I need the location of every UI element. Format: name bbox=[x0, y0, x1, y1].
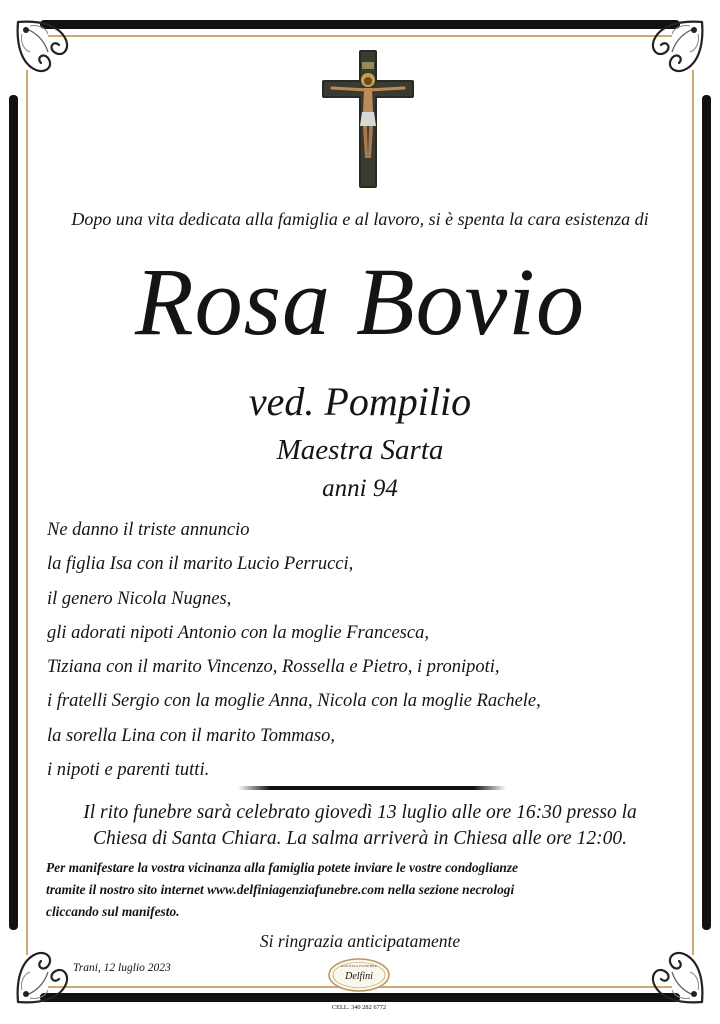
corner-ornament-icon bbox=[653, 22, 702, 71]
intro-text: Dopo una vita dedicata alla famiglia e al lavoro, si è spenta la cara esistenza di bbox=[71, 209, 649, 229]
announcement-line: il genero Nicola Nugnes, bbox=[47, 588, 232, 609]
place-date: Trani, 12 luglio 2023 bbox=[73, 962, 171, 974]
agency-cell: CELL. 340 282 6772 bbox=[331, 1004, 387, 1011]
agency-tagline: AGENZIA FUNEBRE bbox=[340, 964, 378, 968]
funeral-line: Il rito funebre sarà celebrato giovedì 13 luglio alle ore 16:30 presso la bbox=[83, 802, 637, 823]
left-border-bar bbox=[9, 95, 18, 930]
separator-rule bbox=[238, 786, 506, 790]
crucifix-icon bbox=[322, 50, 414, 188]
thanks-text: Si ringrazia anticipatamente bbox=[259, 931, 461, 951]
announcement-line: gli adorati nipoti Antonio con la moglie Francesca, bbox=[47, 622, 429, 643]
agency-phone: AGENZIA 0883 481 608 bbox=[326, 996, 392, 1003]
announcement-line: la figlia Isa con il marito Lucio Perrucci, bbox=[47, 554, 354, 575]
widow-of: ved. Pompilio bbox=[248, 379, 472, 424]
top-border-bar bbox=[40, 20, 680, 29]
announcement-line: la sorella Lina con il marito Tommaso, bbox=[47, 725, 335, 746]
age: anni 94 bbox=[322, 475, 398, 502]
agency-brand: Delfini bbox=[345, 971, 373, 982]
announcement-line: Tiziana con il marito Vincenzo, Rossella e Pietro, i pronipoti, bbox=[47, 657, 500, 678]
right-border-bar bbox=[702, 95, 711, 930]
funeral-line: Chiesa di Santa Chiara. La salma arriverà in Chiesa alle ore 12:00. bbox=[93, 828, 627, 849]
funeral-details bbox=[20, 800, 700, 852]
announcement-line: Ne danno il triste annuncio bbox=[47, 520, 250, 540]
profession: Maestra Sarta bbox=[276, 434, 444, 466]
condolence-line: cliccando sul manifesto. bbox=[46, 904, 180, 919]
condolence-line: tramite il nostro sito internet www.delfiniagenziafunebre.com nella sezione necrologi bbox=[46, 882, 515, 897]
agency-logo bbox=[318, 955, 400, 1019]
announcement-line: i nipoti e parenti tutti. bbox=[47, 760, 210, 781]
announcement-line: i fratelli Sergio con la moglie Anna, Nicola con la moglie Rachele, bbox=[47, 691, 541, 712]
condolence-notice bbox=[46, 857, 686, 923]
deceased-name: Rosa Bovio bbox=[135, 248, 585, 355]
announcement bbox=[47, 513, 687, 787]
corner-ornament-icon bbox=[18, 22, 67, 71]
condolence-line: Per manifestare la vostra vicinanza alla famiglia potete inviare le vostre condoglianze bbox=[46, 860, 518, 875]
